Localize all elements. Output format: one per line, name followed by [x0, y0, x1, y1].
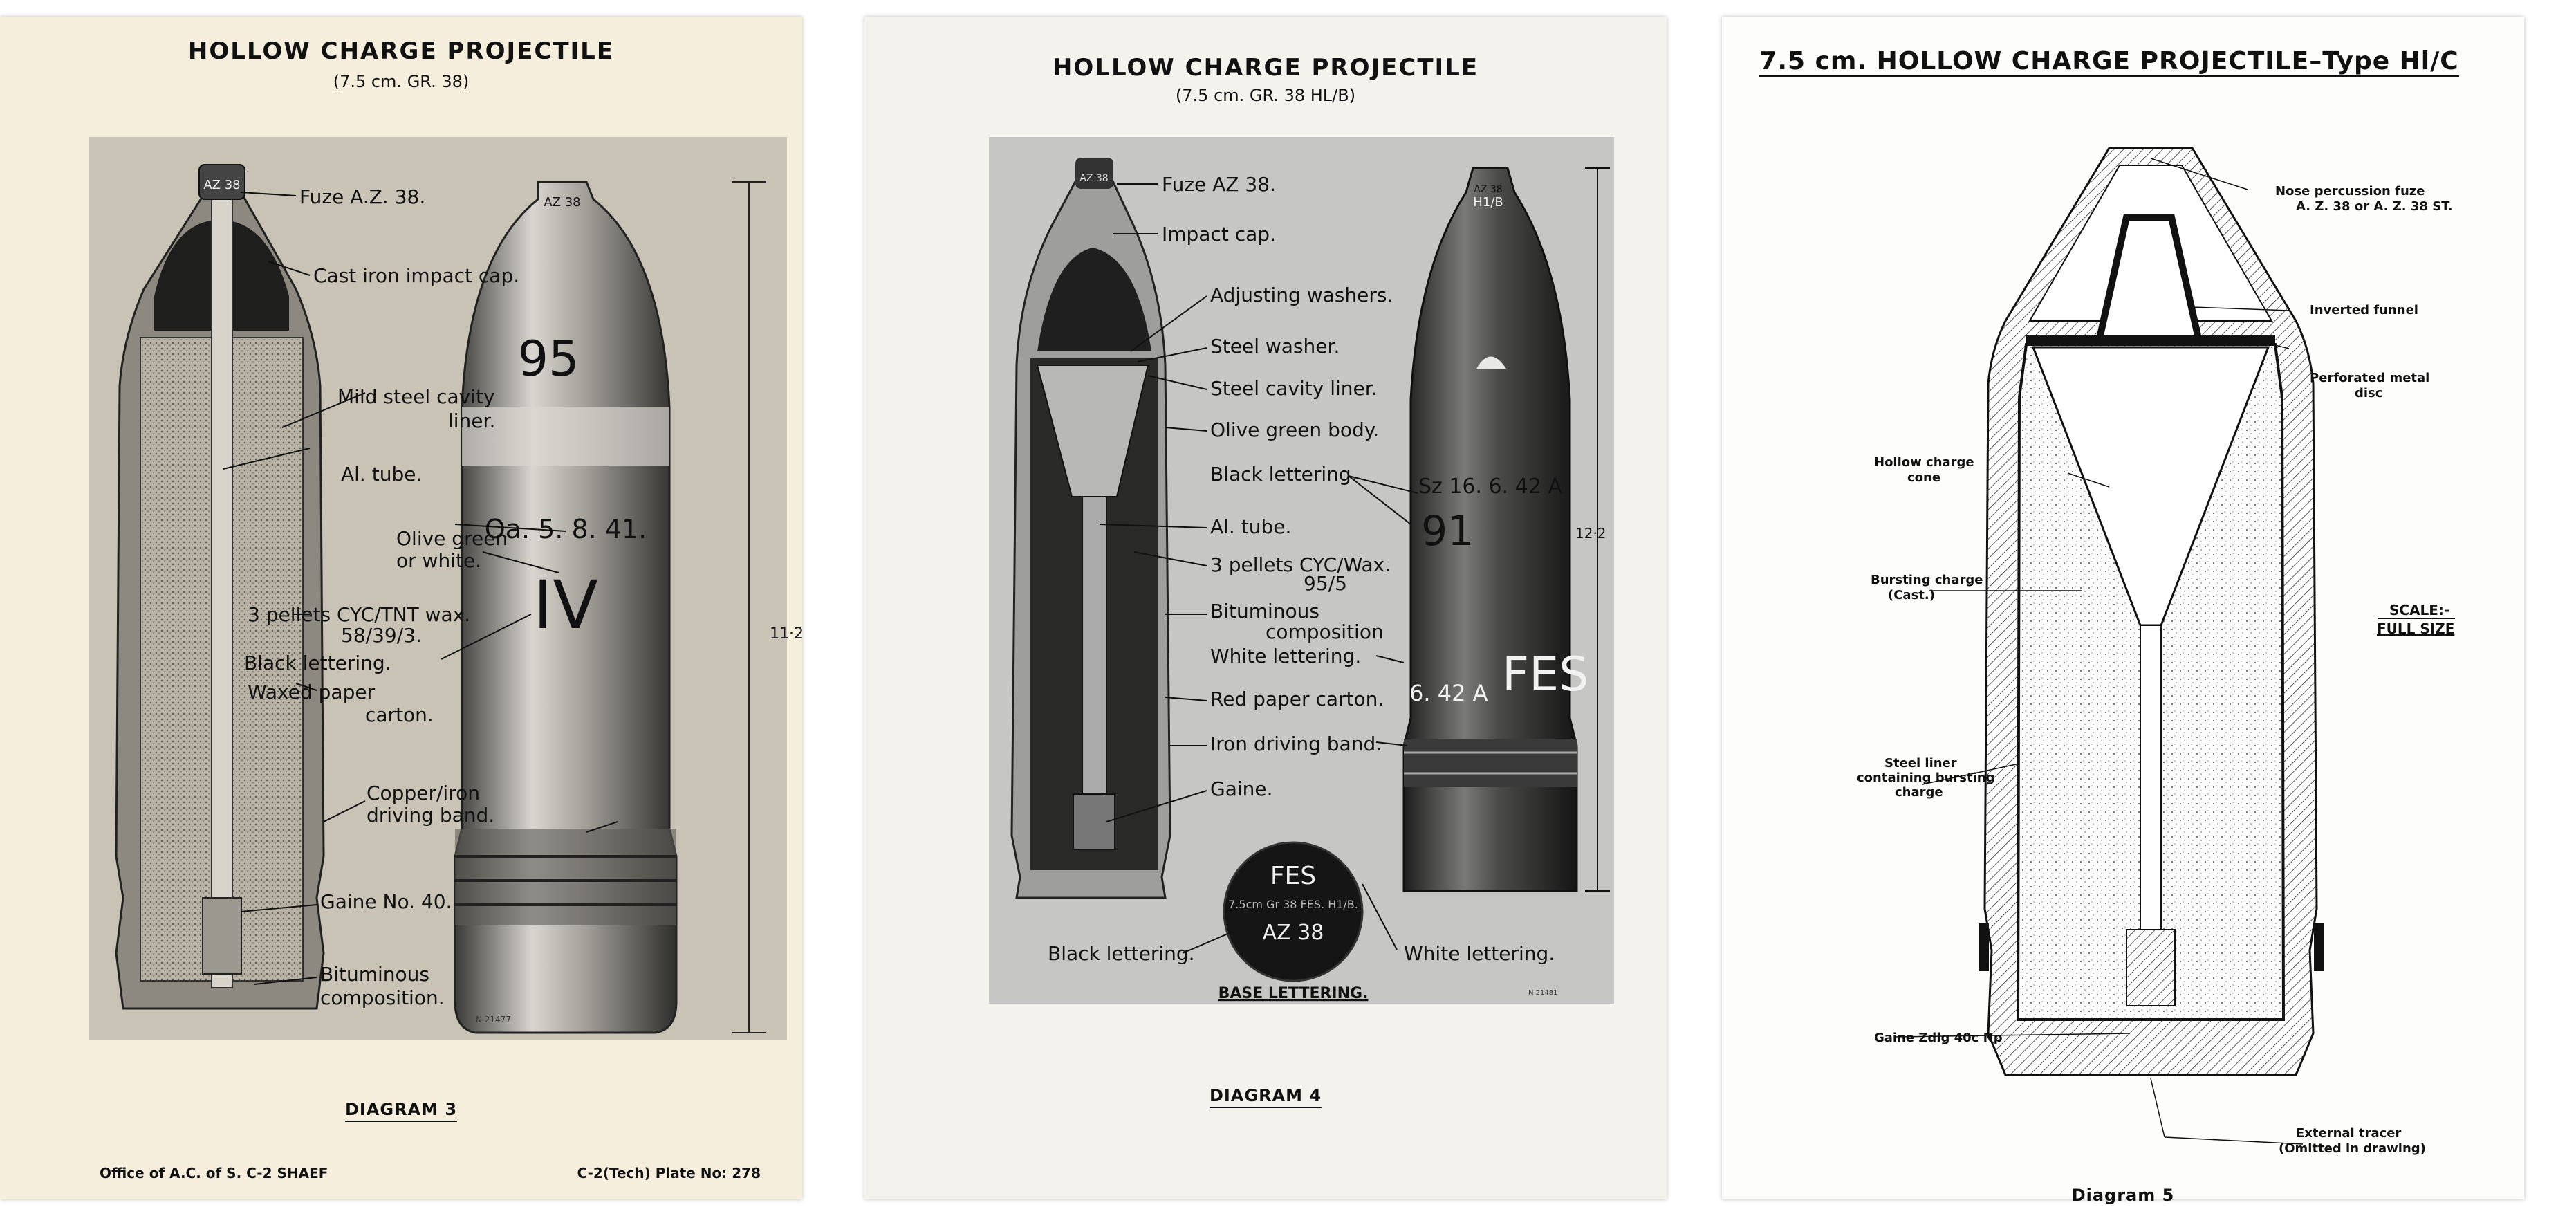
label-gaine: Gaine Zdlg 40c Np	[1874, 1031, 2003, 1045]
label-carton: Red paper carton.	[1210, 688, 1384, 710]
dimension-label: 11·2	[770, 625, 804, 643]
footer-plate: C-2(Tech) Plate No: 278	[577, 1165, 761, 1181]
label-pellets: 3 pellets CYC/Wax.	[1210, 553, 1391, 576]
diagram-caption: Diagram 5	[2071, 1186, 2175, 1205]
diagram-caption: DIAGRAM 4	[864, 1086, 1667, 1105]
label-cavity-liner: Steel cavity liner.	[1210, 377, 1378, 400]
base-az: AZ 38	[1262, 921, 1324, 945]
shell-code: Oa. 5. 8. 41.	[484, 514, 647, 544]
label-tracer-2: (Omitted in drawing)	[2279, 1141, 2426, 1156]
footer-office: Office of A.C. of S. C-2 SHAEF	[100, 1165, 328, 1181]
label-tube: Al. tube.	[1210, 515, 1292, 538]
label-liner: Steel liner	[1884, 756, 1957, 771]
shell-fuze-marking: AZ 38	[1474, 184, 1503, 195]
label-impact-cap: Cast iron impact cap.	[313, 264, 520, 287]
label-black-lettering: Black lettering.	[244, 652, 391, 674]
page-title: HOLLOW CHARGE PROJECTILE	[1052, 54, 1479, 82]
page-title: 7.5 cm. HOLLOW CHARGE PROJECTILE–Type Hl/C	[1722, 47, 2496, 75]
label-gaine: Gaine.	[1210, 777, 1273, 800]
label-white-lettering: White lettering.	[1210, 645, 1362, 667]
label-bituminous: Bituminous	[1210, 600, 1319, 623]
diagram-5-page	[1722, 17, 2524, 1205]
page-subtitle: (7.5 cm. GR. 38 HL/B)	[1175, 86, 1356, 105]
label-tracer: External tracer	[2296, 1126, 2402, 1141]
label-cavity-liner-2: liner.	[448, 409, 496, 432]
label-gaine: Gaine No. 40.	[320, 890, 452, 913]
label-base-black: Black lettering.	[1048, 942, 1195, 965]
label-olive-2: or white.	[396, 549, 482, 572]
label-olive: Olive green	[396, 527, 508, 550]
label-disc-2: disc	[2355, 386, 2383, 400]
label-fuze: Fuze A.Z. 38.	[299, 185, 426, 208]
shell-fuze-type: H1/B	[1473, 195, 1503, 210]
label-cavity-liner: Mild steel cavity	[337, 385, 495, 408]
label-band: Iron driving band.	[1210, 733, 1382, 755]
label-cone-2: cone	[1907, 470, 1941, 485]
label-black-lettering: Black lettering.	[1210, 463, 1358, 486]
fuze-marking: AZ 38	[1079, 173, 1109, 184]
label-cone: Hollow charge	[1874, 455, 1974, 470]
projectile-photograph	[989, 137, 1614, 1004]
diagram-4-page	[864, 17, 1667, 1199]
label-bituminous-2: composition.	[320, 986, 445, 1009]
base-fes: FES	[1270, 862, 1317, 890]
label-nose-fuze-2: A. Z. 38 or A. Z. 38 ST.	[2296, 199, 2453, 214]
label-pellets: 3 pellets CYC/TNT wax.	[248, 603, 471, 626]
fuze-marking: AZ 38	[203, 178, 241, 192]
label-band: Copper/iron	[367, 782, 480, 804]
dimension-label: 12·2	[1575, 525, 1606, 542]
diagram-3-page	[0, 17, 802, 1199]
page-subtitle: (7.5 cm. GR. 38)	[333, 72, 470, 91]
label-liner-3: charge	[1895, 785, 1943, 800]
label-pellets-2: 95/5	[1304, 572, 1347, 595]
scale-label: SCALE:-	[2389, 602, 2450, 618]
label-pellets-2: 58/39/3.	[341, 624, 422, 647]
projectile-illustration	[89, 137, 804, 1040]
base-lettering-caption: BASE LETTERING.	[1218, 985, 1369, 1002]
projectile-illustration	[989, 137, 1614, 1004]
label-disc: Perforated metal	[2310, 371, 2430, 385]
label-nose-fuze: Nose percussion fuze	[2275, 184, 2425, 199]
projectile-photograph	[89, 137, 804, 1040]
shell-number: 91	[1421, 507, 1474, 555]
label-steel-washer: Steel washer.	[1210, 335, 1340, 358]
cross-section-drawing	[1722, 120, 2524, 1199]
label-carton: Waxed paper	[248, 681, 376, 703]
label-charge-2: (Cast.)	[1888, 588, 1935, 602]
diagram-caption: DIAGRAM 3	[0, 1100, 802, 1119]
label-base-white: White lettering.	[1404, 942, 1555, 965]
scale-value: FULL SIZE	[2377, 620, 2455, 637]
shell-fes: FES	[1502, 647, 1589, 702]
label-funnel: Inverted funnel	[2310, 303, 2418, 317]
label-fuze: Fuze AZ 38.	[1162, 173, 1276, 196]
photo-id: N 21477	[476, 1015, 511, 1024]
page-title: HOLLOW CHARGE PROJECTILE	[187, 37, 615, 65]
label-washers: Adjusting washers.	[1210, 284, 1393, 306]
shell-roman: IV	[533, 566, 598, 644]
label-carton-2: carton.	[365, 703, 434, 726]
shell-code-white: 6. 42 A	[1409, 680, 1488, 706]
label-charge: Bursting charge	[1871, 573, 1983, 587]
label-liner-2: containing bursting	[1857, 771, 1995, 785]
label-bituminous: Bituminous	[320, 963, 429, 986]
photo-id: N 21481	[1528, 989, 1558, 997]
shell-number: 95	[517, 331, 580, 387]
label-impact-cap: Impact cap.	[1162, 223, 1276, 246]
shell-code: Sz 16. 6. 42 A	[1418, 475, 1562, 499]
label-bituminous-2: composition	[1266, 620, 1384, 643]
label-band-2: driving band.	[367, 804, 495, 827]
label-tube: Al. tube.	[341, 463, 423, 486]
label-body: Olive green body.	[1210, 418, 1380, 441]
base-middle-text: 7.5cm Gr 38 FES. H1/B.	[1228, 898, 1358, 911]
shell-fuze-marking: AZ 38	[544, 195, 581, 210]
